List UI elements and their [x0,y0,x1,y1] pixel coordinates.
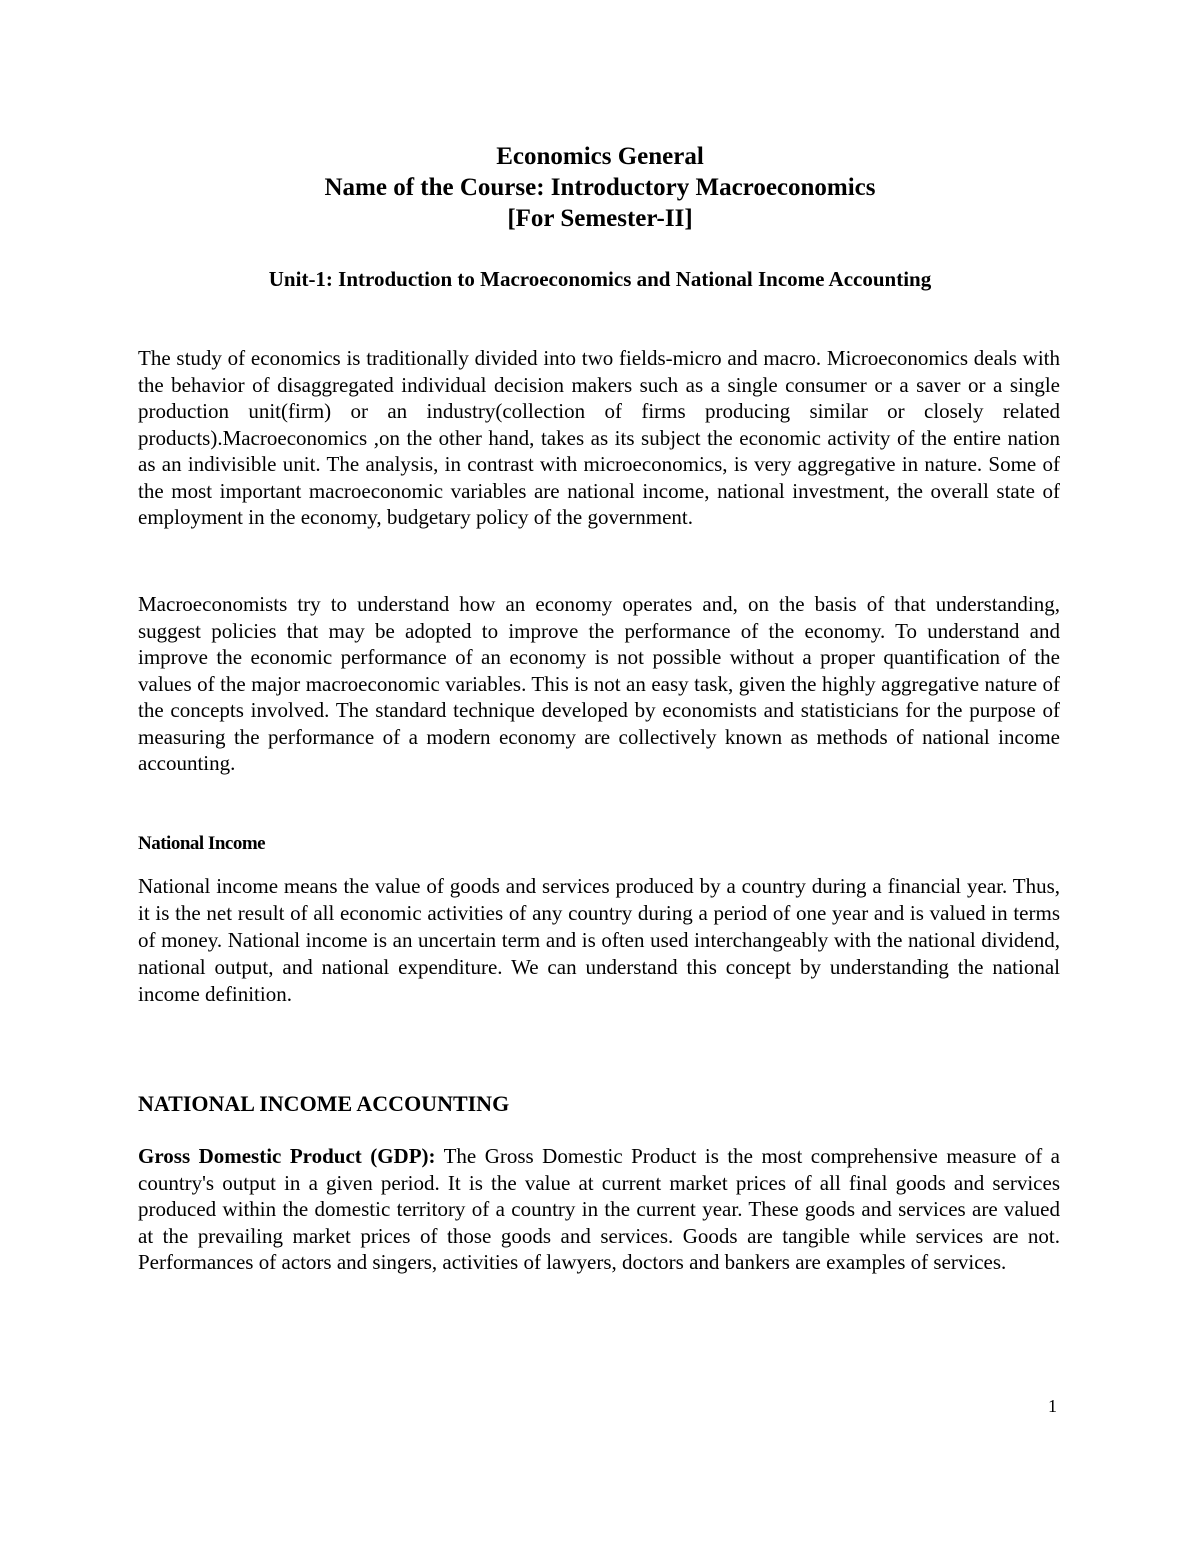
paragraph-macroeconomists: Macroeconomists try to understand how an economy operates and, on the basis of that understanding, suggest policies that may be adopted to improve the performance of the economy. To understand and improve the economic performance of an economy is not possible without a proper quantification of the values of the major macroeconomic variables. This is not an easy task, given the highly aggregative nature of the concepts involved. The standard technique developed by economists and statisticians for the purpose of measuring the performance of a modern economy are collectively known as methods of national income accounting. [138,592,1060,775]
paragraph-intro: The study of economics is traditionally divided into two fields-micro and macro. Microeconomics deals with the behavior of disaggregated individual decision makers such as a single consumer or a saver or a single production unit(firm) or an industry(collection of firms producing similar or closely related products).Macroeconomics ,on the other hand, takes as its subject the economic activity of the entire nation as an indivisible unit. The analysis, in contrast with microeconomics, is very aggregative in nature. Some of the most important macroeconomic variables are national income, national investment, the overall state of employment in the economy, budgetary policy of the government. [138,346,1060,529]
title-line-1: Economics General [496,143,704,170]
page-number: 1 [1048,1396,1057,1416]
paragraph-gdp [138,1143,1060,1276]
heading-national-income-accounting: NATIONAL INCOME ACCOUNTING [138,1091,510,1116]
gdp-definition: The Gross Domestic Product is the most comprehensive measure of a country's output in a given period. It is the value at current market prices of all final goods and services produced within the domestic territory of a country in the current year. These goods and services are valued at the prevailing market prices of those goods and services. Goods are tangible while services are not. Performances of actors and singers, activities of lawyers, doctors and bankers are examples of services. [138,1144,1060,1274]
heading-national-income: National Income [138,833,266,854]
title-line-2: Name of the Course: Introductory Macroeconomics [324,174,876,201]
title-line-3: [For Semester-II] [507,205,693,232]
paragraph-national-income: National income means the value of goods and services produced by a country during a financial year. Thus, it is the net result of all economic activities of any country during a period of one year and is valued in terms of money. National income is an uncertain term and is often used interchangeably with the national dividend, national output, and national expenditure. We can understand this concept by understanding the national income definition. [138,874,1060,1006]
document-title [0,141,1200,234]
unit-heading: Unit-1: Introduction to Macroeconomics and National Income Accounting [268,267,932,291]
gdp-term: Gross Domestic Product (GDP): [138,1144,436,1168]
